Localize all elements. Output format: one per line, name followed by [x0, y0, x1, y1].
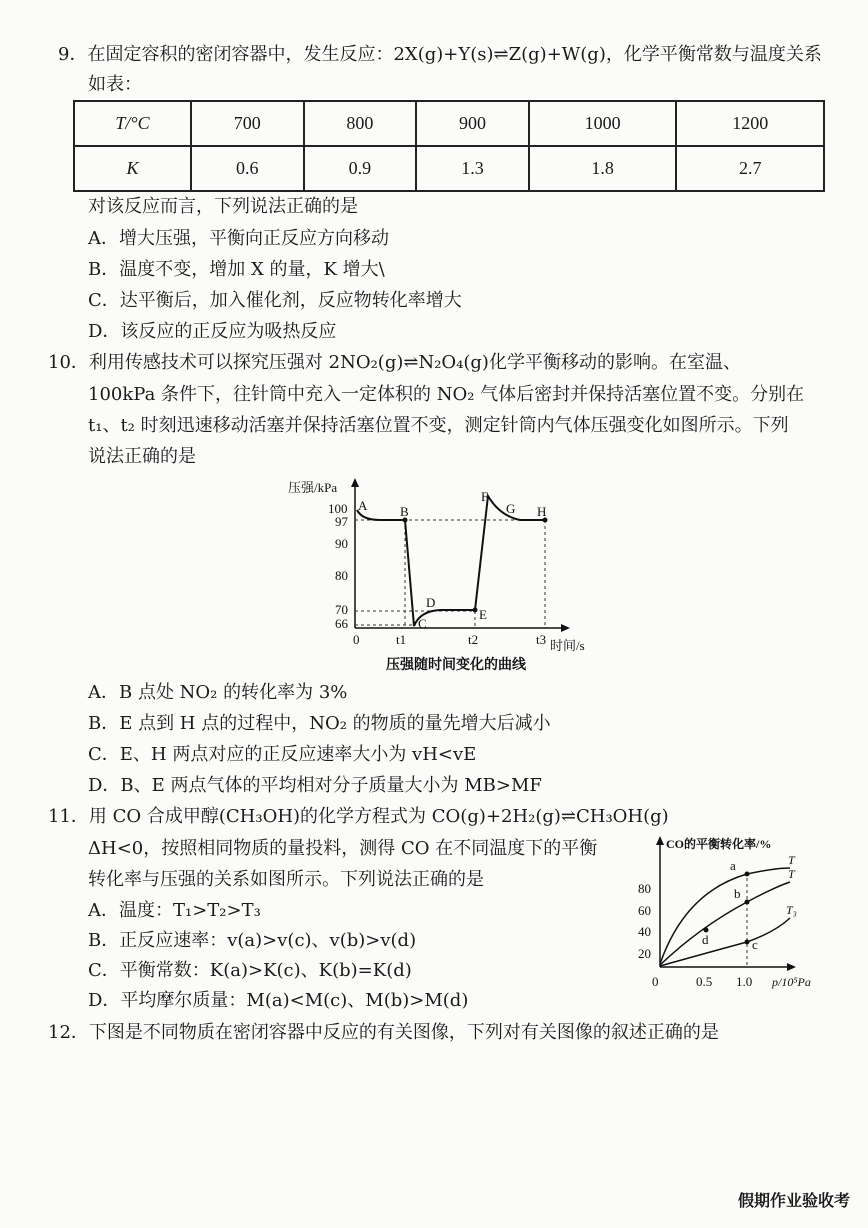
table-cell: 0.9 — [304, 146, 417, 191]
q9-option-d: D．该反应的正反应为吸热反应 — [88, 321, 337, 342]
table-cell: 0.6 — [191, 146, 304, 191]
table-cell: 2.7 — [676, 146, 824, 191]
q10-option-b: B．E 点到 H 点的过程中，NO₂ 的物质的量先增大后减小 — [88, 713, 551, 734]
point-label-h: H — [537, 504, 547, 519]
q10-stem-line3: t₁、t₂ 时刻迅速移动活塞并保持活塞位置不变，测定针筒内气体压强变化如图所示。下列 — [88, 415, 789, 436]
point-label-a: A — [358, 498, 368, 513]
curve-label-t2: T — [788, 867, 795, 881]
x-axis-label: 时间/s — [550, 638, 585, 653]
y-tick-100: 100 — [328, 501, 348, 516]
q11-stem-line2: ΔH<0，按照相同物质的量投料，测得 CO 在不同温度下的平衡 — [88, 838, 598, 859]
table-cell: 1.8 — [529, 146, 677, 191]
q11-stem-line3: 转化率与压强的关系如图所示。下列说法正确的是 — [88, 869, 484, 890]
table-row-temperature — [74, 101, 824, 146]
table-cell: 700 — [191, 101, 304, 146]
point-label-b: B — [400, 504, 409, 519]
q9-stem-line2: 如表： — [88, 74, 142, 95]
q11-option-c: C．平衡常数：K(a)>K(c)、K(b)=K(d) — [88, 960, 412, 981]
table-cell: 1.3 — [416, 146, 529, 191]
curve-t1 — [660, 868, 790, 964]
q9-option-a: A．增大压强，平衡向正反应方向移动 — [88, 228, 389, 249]
y-tick-97: 97 — [335, 514, 348, 529]
point-b-marker — [745, 900, 750, 905]
table-cell: 1200 — [676, 101, 824, 146]
q11-stem-line1: 11．用 CO 合成甲醇(CH₃OH)的化学方程式为 CO(g)+2H₂(g)⇌CH₃OH(g) — [48, 806, 669, 827]
q12-stem: 12．下图是不同物质在密闭容器中反应的有关图像，下列对有关图像的叙述正确的是 — [48, 1022, 719, 1043]
q10-option-c: C．E、H 两点对应的正反应速率大小为 vH<vE — [88, 744, 477, 765]
guide-lines — [355, 520, 545, 628]
point-label-d: D — [426, 595, 436, 610]
q11-option-a: A．温度：T₁>T₂>T₃ — [88, 900, 261, 921]
y-tick-20: 20 — [638, 946, 651, 961]
point-c-marker — [745, 940, 750, 945]
y-axis-label: CO的平衡转化率/% — [666, 837, 772, 851]
table-cell: 1000 — [529, 101, 677, 146]
point-label-c: C — [418, 616, 427, 631]
y-tick-60: 60 — [638, 903, 651, 918]
y-tick-80: 80 — [335, 568, 348, 583]
point-label-d: d — [702, 932, 709, 947]
y-tick-90: 90 — [335, 536, 348, 551]
point-label-b: b — [734, 886, 741, 901]
table-cell: 900 — [416, 101, 529, 146]
equilibrium-constant-table — [73, 100, 825, 192]
table-cell: 800 — [304, 101, 417, 146]
curve-label-t3: T₃ — [786, 903, 797, 917]
x-axis-arrow — [787, 963, 796, 971]
q10-stem-line4: 说法正确的是 — [88, 446, 196, 467]
y-tick-66: 66 — [335, 616, 348, 631]
q11-option-b: B．正反应速率：v(a)>v(c)、v(b)>v(d) — [88, 930, 417, 951]
x-tick-0-5: 0.5 — [696, 974, 713, 989]
origin-label: 0 — [652, 974, 659, 989]
point-e-marker — [473, 608, 478, 613]
y-axis-arrow — [656, 836, 664, 845]
y-tick-40: 40 — [638, 924, 651, 939]
x-tick-t2: t2 — [468, 632, 479, 647]
x-axis-arrow — [561, 624, 570, 632]
q10-stem-line2: 100kPa 条件下，往针筒中充入一定体积的 NO₂ 气体后密封并保持活塞位置不变。分别在 — [88, 384, 805, 405]
table-row-k — [74, 146, 824, 191]
figure-caption: 压强随时间变化的曲线 — [386, 658, 526, 673]
origin-label: 0 — [353, 632, 360, 647]
point-label-c: c — [752, 937, 758, 952]
q9-option-b: B．温度不变，增加 X 的量，K 增大\ — [88, 259, 385, 280]
q10-stem-line1: 10．利用传感技术可以探究压强对 2NO₂(g)⇌N₂O₄(g)化学平衡移动的影响。在室温、 — [48, 352, 741, 373]
point-label-e: E — [479, 607, 487, 622]
y-tick-80: 80 — [638, 881, 651, 896]
table-cell: T/°C — [74, 101, 191, 146]
q9-option-c: C．达平衡后，加入催化剂，反应物转化率增大 — [88, 290, 462, 311]
y-axis-arrow — [351, 478, 359, 487]
q10-option-d: D．B、E 两点气体的平均相对分子质量大小为 MB>MF — [88, 775, 542, 796]
pressure-time-figure — [280, 476, 610, 676]
table-cell: K — [74, 146, 191, 191]
point-label-a: a — [730, 858, 736, 873]
y-tick-70: 70 — [335, 602, 348, 617]
point-label-g: G — [506, 501, 516, 516]
page-footer: 假期作业验收考 — [738, 1191, 851, 1210]
x-tick-t1: t1 — [396, 632, 407, 647]
pressure-curve — [357, 496, 545, 626]
x-tick-1-0: 1.0 — [736, 974, 753, 989]
q11-option-d: D．平均摩尔质量：M(a)<M(c)、M(b)>M(d) — [88, 990, 469, 1011]
co-conversion-figure — [630, 832, 830, 992]
curve-label-t1: T — [788, 853, 795, 867]
point-a-marker — [745, 872, 750, 877]
x-axis-label: p/10⁵Pa — [772, 975, 811, 989]
q10-option-a: A．B 点处 NO₂ 的转化率为 3% — [88, 682, 348, 703]
q9-stem-line1: 9．在固定容积的密闭容器中，发生反应：2X(g)+Y(s)⇌Z(g)+W(g)，化学平衡常数与温度关系 — [58, 44, 822, 65]
x-tick-t3: t3 — [536, 632, 547, 647]
y-axis-label: 压强/kPa — [288, 480, 338, 495]
q9-question: 对该反应而言，下列说法正确的是 — [88, 196, 358, 217]
point-label-f: F — [481, 489, 489, 504]
